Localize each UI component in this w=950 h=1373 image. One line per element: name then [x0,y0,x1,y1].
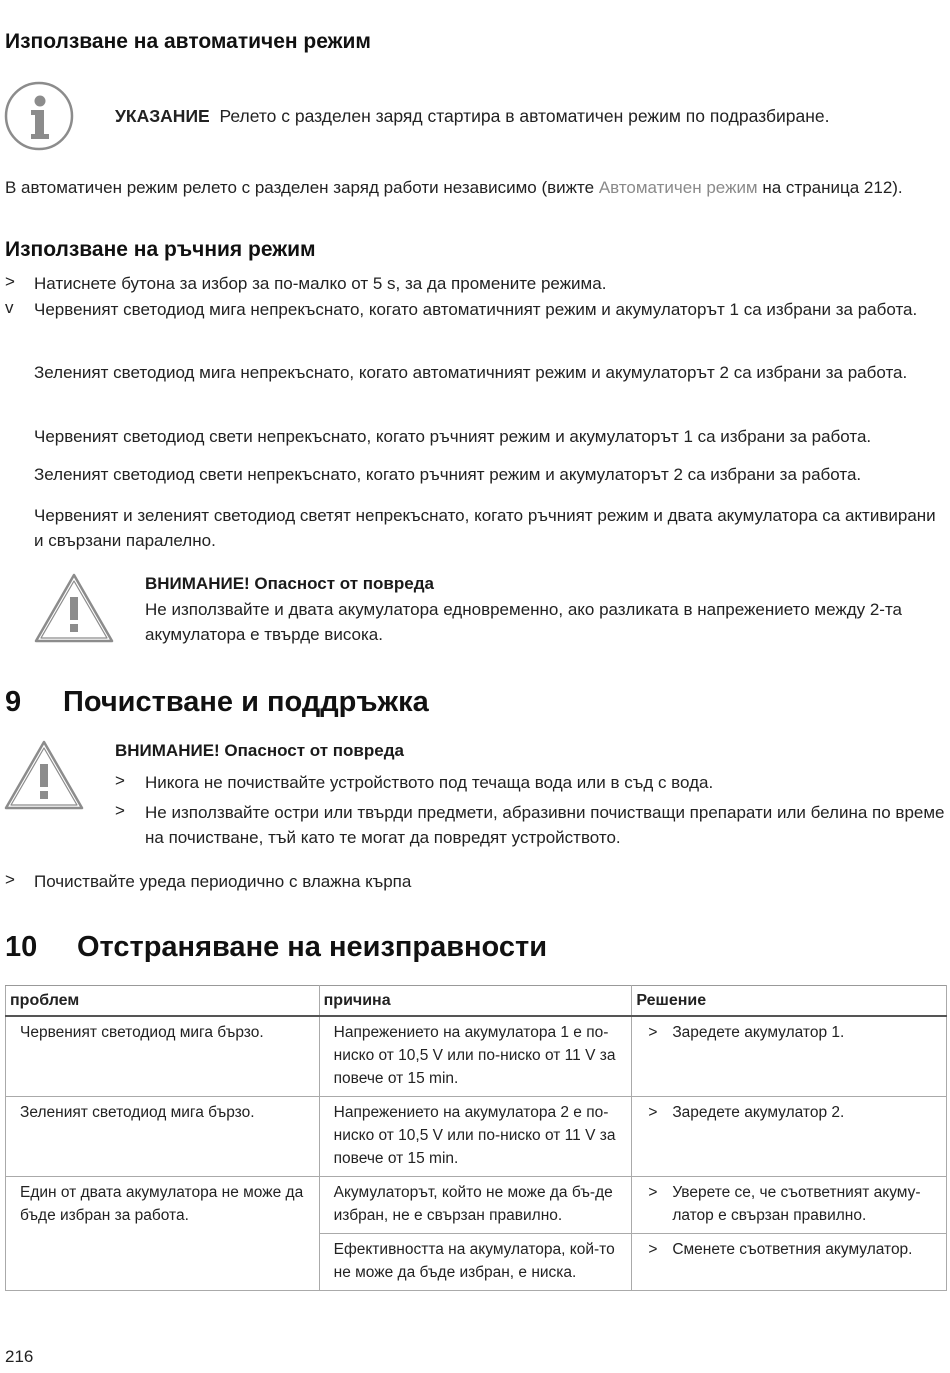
solution-text: Заредете акумулатор 1. [672,1024,845,1041]
section-number: 10 [5,931,38,963]
section-title: Почистване и поддръжка [63,686,429,718]
step-marker: > [5,272,15,291]
warning-text: Не използвайте и двата акумулатора едновременно, ако разликата в напрежението между 2-та акумулатора е твърде висока. [145,600,903,644]
section-title: Отстраняване на неизправности [77,931,548,963]
auto-mode-heading: Използване на автоматичен режим [5,30,371,53]
bullet-marker: > [115,771,125,790]
result-item: Зеленият светодиод свети непрекъснато, когато ръчният режим и акумулаторът 2 са избрани за работа. [34,465,862,484]
cause-cell: Акумулаторът, който не може да бъ-де избран, не е свързан правилно. [319,1177,632,1234]
warning-item: Никога не почиствайте устройството под течаща вода или в съд с вода. [145,773,714,792]
cleaning-step: Почиствайте уреда периодично с влажна кърпа [34,872,412,891]
section-10-heading [5,931,548,964]
problem-cell: Зеленият светодиод мига бързо. [6,1097,320,1177]
section-number: 9 [5,686,22,718]
step-marker: > [5,870,15,889]
column-header-problem: проблем [6,986,320,1017]
table-row [6,1177,947,1234]
result-marker: v [5,298,14,317]
warning-triangle-icon [33,572,115,644]
auto-mode-paragraph [5,176,940,201]
manual-mode-heading: Използване на ръчния режим [5,238,316,261]
result-item: Зеленият светодиод мига непрекъснато, когато автоматичният режим и акумулаторът 2 са избрани за работа. [34,363,908,382]
warning-title: ВНИМАНИЕ! Опасност от повреда [145,574,434,593]
result-item: Червеният светодиод свети непрекъснато, когато ръчният режим и акумулаторът 1 са избрани за работа. [34,427,872,446]
warning-item: Не използвайте остри или твърди предмети, абразивни почистващи препарати или белина по време на почистване, тъй като те могат да повредят устройството. [145,803,945,847]
table-row [6,1016,947,1097]
column-header-solution: Решение [632,986,947,1017]
solution-cell [632,1016,947,1097]
solution-cell [632,1177,947,1234]
problem-cell: Червеният светодиод мига бързо. [6,1016,320,1097]
solution-cell [632,1234,947,1291]
solution-text: Сменете съответния акумулатор. [672,1241,913,1258]
solution-cell [632,1097,947,1177]
solution-text: Заредете акумулатор 2. [672,1104,845,1121]
result-item: Червеният светодиод мига непрекъснато, когато автоматичният режим и акумулаторът 1 са избрани за работа. [34,300,918,319]
manual-step: Натиснете бутона за избор за по-малко от 5 s, за да промените режима. [34,274,607,293]
auto-mode-text: В автоматичен режим релето с разделен заряд работи независимо (вижте [5,178,599,197]
warning-triangle-icon [3,739,85,811]
auto-mode-text-end: на страница 212). [757,178,903,197]
cause-cell: Напрежението на акумулатора 1 е по-ниско от 10,5 V или по-ниско от 11 V за повече от 15 min. [319,1016,632,1097]
troubleshooting-table [5,985,947,1291]
column-header-cause: причина [319,986,632,1017]
note-label: УКАЗАНИЕ [115,106,210,126]
warning-title: ВНИМАНИЕ! Опасност от повреда [115,741,404,760]
table-row [6,1097,947,1177]
table-header-row [6,986,947,1017]
cause-cell: Напрежението на акумулатора 2 е по-ниско от 10,5 V или по-ниско от 11 V за повече от 15 min. [319,1097,632,1177]
result-item: Червеният и зеленият светодиод светят непрекъснато, когато ръчният режим и двата акумулатора са активирани и свързани паралелно. [34,506,936,550]
auto-mode-link[interactable]: Автоматичен режим [598,178,758,197]
cause-cell: Ефективността на акумулатора, кой-то не може да бъде избран, е ниска. [319,1234,632,1291]
note-text-block [115,104,830,129]
solution-text: Уверете се, че съответният акуму-латор е свързан правилно. [672,1184,921,1224]
info-icon [4,81,74,151]
note-text: Релето с разделен заряд стартира в автоматичен режим по подразбиране. [219,106,830,126]
bullet-marker: > [648,1184,658,1201]
bullet-marker: > [648,1024,658,1041]
bullet-marker: > [115,801,125,820]
page-number: 216 [5,1347,34,1366]
problem-cell: Един от двата акумулатора не може да бъде избран за работа. [6,1177,320,1291]
section-9-heading [5,686,429,719]
bullet-marker: > [648,1104,658,1121]
bullet-marker: > [648,1241,658,1258]
